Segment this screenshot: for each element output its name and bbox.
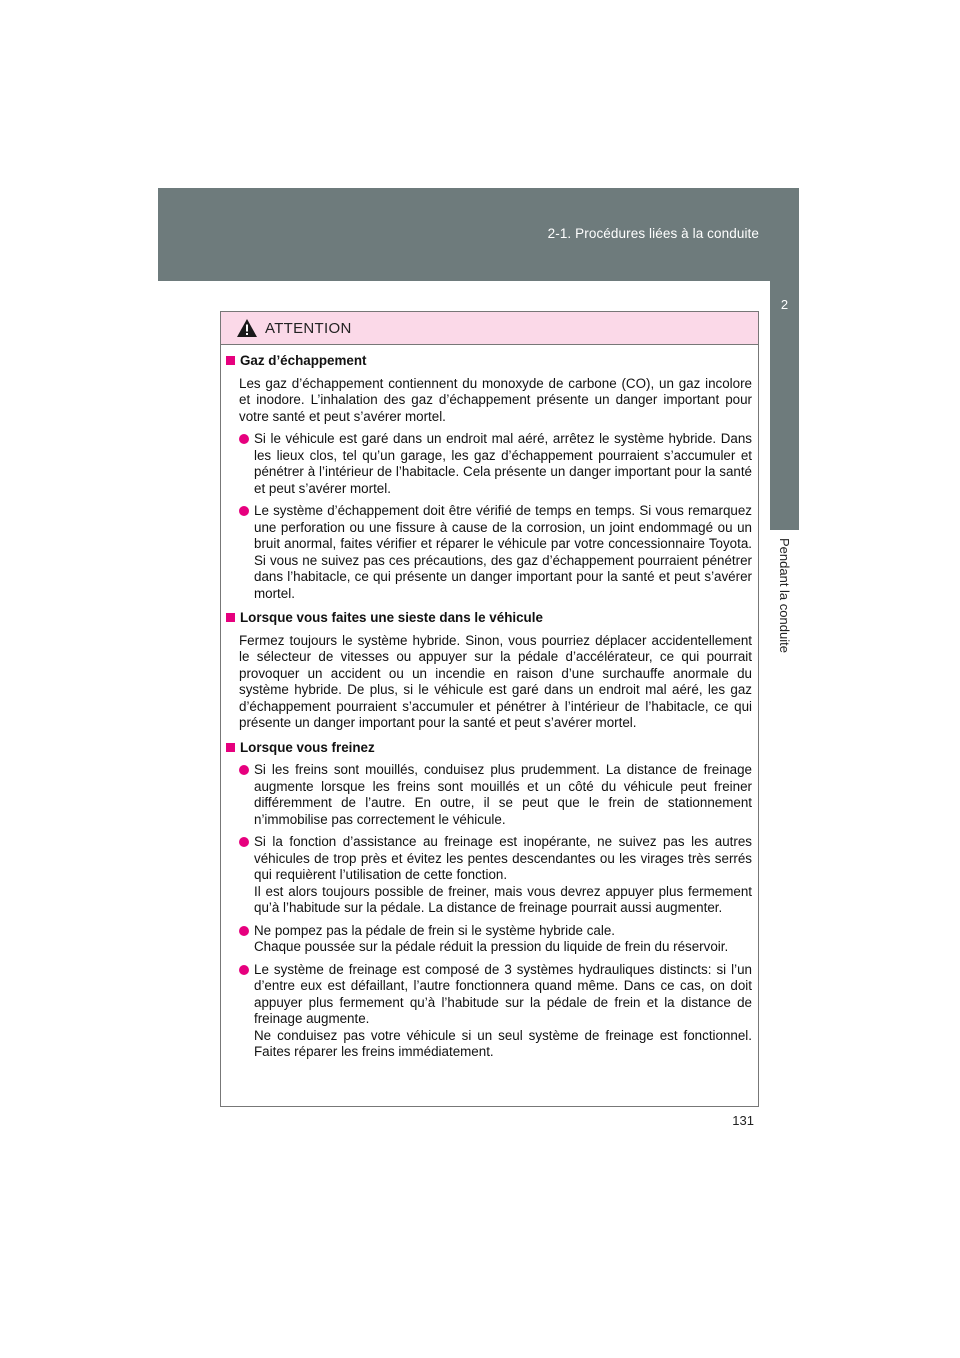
round-bullet-icon	[239, 837, 249, 847]
list-item: Si la fonction d’assistance au freinage est inopérante, ne suivez pas les autres véhicules de trop près et évitez les pentes descendantes ou les virages très serrés qui requièrent l’utilisation de cette fonction. Il est alors toujours possible de freiner, mais vous devrez appuyer plus fermement qu’à l’habitude sur la pédale. La distance de freinage pourrait aussi augmenter.	[239, 834, 752, 917]
round-bullet-icon	[239, 434, 249, 444]
warning-triangle-icon	[236, 318, 258, 338]
warning-title: ATTENTION	[265, 319, 352, 337]
section-header-bar	[158, 188, 799, 281]
list-item: Le système d’échappement doit être vérifié de temps en temps. Si vous remarquez une perforation ou une fissure à cause de la corrosion, un joint endommagé ou un bruit anormal, faites vérifier et réparer le véhicule par votre concessionnaire Toyota. Si vous ne suivez pas ces précautions, des gaz d’échappement pourraient pénétrer dans l’habitacle, ce qui présente un danger important pour la santé et peut s’avérer mortel.	[239, 503, 752, 602]
round-bullet-icon	[239, 506, 249, 516]
square-bullet-icon	[226, 613, 235, 622]
round-bullet-icon	[239, 965, 249, 975]
section-title: 2-1. Procédures liées à la conduite	[547, 226, 759, 241]
section-intro: Fermez toujours le système hybride. Sinon, vous pourriez déplacer accidentellement le sélecteur de vitesses ou appuyer sur la pédale d’accélérateur, ce qui pourrait provoquer un accident ou un incendie en raison d’une surchauffe anormale du système hybride. De plus, si le véhicule est garé dans un endroit mal aéré, les gaz d’échappement pourraient s’accumuler et pénétrer à l’intérieur de l’habitacle, ce qui présente un danger important pour la santé et peut s’avérer mortel.	[239, 632, 752, 730]
chapter-number: 2	[780, 297, 789, 312]
warning-body	[221, 345, 758, 1061]
square-bullet-icon	[226, 356, 235, 365]
warning-section-nap	[226, 610, 752, 732]
square-bullet-icon	[226, 743, 235, 752]
list-item: Ne pompez pas la pédale de frein si le système hybride cale. Chaque poussée sur la pédale réduit la pression du liquide de frein du réservoir.	[239, 923, 752, 956]
list-item: Si les freins sont mouillés, conduisez plus prudemment. La distance de freinage augmente lorsque les freins sont mouillés et un côté du véhicule peut freiner différemment de l’autre. En outre, il se peut que le frein de stationnement n’immobilise pas correctement le véhicule.	[239, 762, 752, 828]
chapter-label: Pendant la conduite	[777, 538, 792, 653]
section-heading: Gaz d’échappement	[226, 353, 752, 370]
warning-box	[220, 311, 759, 1107]
warning-section-exhaust	[226, 353, 752, 602]
round-bullet-icon	[239, 765, 249, 775]
section-heading: Lorsque vous freinez	[226, 740, 752, 757]
warning-header	[221, 312, 758, 345]
list-item: Le système de freinage est composé de 3 systèmes hydrauliques distincts: si l’un d’entre eux est défaillant, l’autre fonctionnera quand même. Dans ce cas, on doit appuyer plus fermement qu’à l’habitude sur la pédale de frein et la distance de freinage augmente. Ne conduisez pas votre véhicule si un seul système de freinage est fonctionnel. Faites réparer les freins immédiatement.	[239, 962, 752, 1061]
warning-section-braking	[226, 740, 752, 1061]
list-item: Si le véhicule est garé dans un endroit mal aéré, arrêtez le système hybride. Dans les lieux clos, tel qu’un garage, les gaz d’échappement pourraient s’accumuler et pénétrer à l’intérieur de l’habitacle. Cela présente un danger important pour la santé et peut s’avérer mortel.	[239, 431, 752, 497]
chapter-tab	[770, 265, 799, 530]
page-number: 131	[732, 1113, 754, 1128]
section-intro: Les gaz d’échappement contiennent du monoxyde de carbone (CO), un gaz incolore et inodore. L’inhalation des gaz d’échappement présente un danger important pour votre santé et peut s’avérer mortel.	[239, 375, 752, 424]
round-bullet-icon	[239, 926, 249, 936]
section-heading: Lorsque vous faites une sieste dans le véhicule	[226, 610, 752, 627]
